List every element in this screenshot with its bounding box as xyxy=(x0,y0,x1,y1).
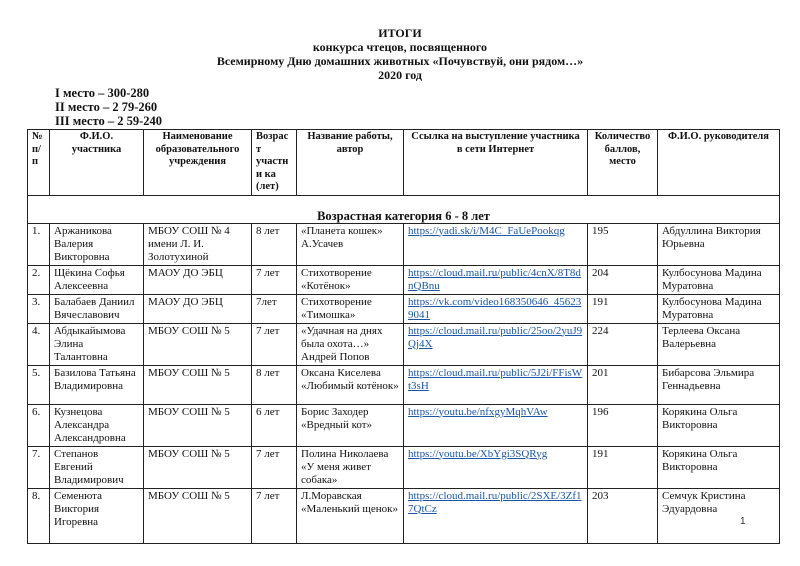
document-subtitle-line2: Всемирному Дню домашних животных «Почувствуй, они рядом…» xyxy=(216,54,584,68)
cell-age: 8 лет xyxy=(252,365,297,404)
cell-work: Л.Моравская «Маленький щенок» xyxy=(297,488,404,543)
cell-work: Борис Заходер «Вредный кот» xyxy=(297,404,404,446)
performance-link[interactable]: https://cloud.mail.ru/public/5J2i/FFisWt3sH xyxy=(408,366,583,392)
header-work: Название работы, автор xyxy=(297,130,404,196)
cell-school: МБОУ СОШ № 4 имени Л. И. Золотухиной xyxy=(144,223,252,265)
cell-age: 7 лет xyxy=(252,265,297,294)
cell-school: МБОУ СОШ № 5 xyxy=(144,323,252,365)
performance-link[interactable]: https://cloud.mail.ru/public/2SXE/3Zf17QtCz xyxy=(408,489,582,515)
cell-work: Полина Николаева «У меня живет собака» xyxy=(297,446,404,488)
performance-link[interactable]: https://youtu.be/XbYgi3SQRyg xyxy=(408,447,548,460)
table-header-row xyxy=(28,130,780,196)
cell-score: 201 xyxy=(588,365,658,404)
page-number: 1 xyxy=(740,516,746,527)
document-title: ИТОГИ xyxy=(378,26,422,40)
cell-num: 1. xyxy=(28,223,50,265)
cell-age: 7 лет xyxy=(252,323,297,365)
document-header xyxy=(0,26,800,82)
cell-score: 203 xyxy=(588,488,658,543)
cell-link xyxy=(404,223,588,265)
cell-school: МБОУ СОШ № 5 xyxy=(144,365,252,404)
performance-link[interactable]: https://yadi.sk/i/M4C_FaUePookqg xyxy=(408,224,565,237)
results-table xyxy=(27,129,780,544)
performance-link[interactable]: https://youtu.be/nfxgyMqhVAw xyxy=(408,405,548,418)
table-row xyxy=(28,294,780,323)
performance-link[interactable]: https://vk.com/video168350646_456239041 xyxy=(408,295,582,321)
table-row xyxy=(28,446,780,488)
cell-work: «Удачная на днях была охота…» Андрей Попов xyxy=(297,323,404,365)
cell-supervisor: Абдуллина Виктория Юрьевна xyxy=(658,223,780,265)
header-name: Ф.И.О. участника xyxy=(50,130,144,196)
cell-score: 204 xyxy=(588,265,658,294)
cell-age: 7лет xyxy=(252,294,297,323)
cell-work: Стихотворение «Котёнок» xyxy=(297,265,404,294)
cell-num: 2. xyxy=(28,265,50,294)
cell-work: Стихотворение «Тимошка» xyxy=(297,294,404,323)
place-1-range: I место – 300-280 xyxy=(55,86,150,100)
cell-name: Степанов Евгений Владимирович xyxy=(50,446,144,488)
header-num: № п/ п xyxy=(28,130,50,196)
cell-link xyxy=(404,446,588,488)
cell-num: 5. xyxy=(28,365,50,404)
cell-school: МБОУ СОШ № 5 xyxy=(144,488,252,543)
cell-link xyxy=(404,404,588,446)
cell-supervisor: Бибарсова Эльмира Геннадьевна xyxy=(658,365,780,404)
cell-name: Балабаев Даниил Вячеславович xyxy=(50,294,144,323)
cell-supervisor: Корякина Ольга Викторовна xyxy=(658,446,780,488)
cell-age: 7 лет xyxy=(252,446,297,488)
header-age: Возраст участни ка (лет) xyxy=(252,130,297,196)
cell-score: 191 xyxy=(588,294,658,323)
document-year: 2020 год xyxy=(378,68,422,82)
table-row xyxy=(28,404,780,446)
cell-num: 6. xyxy=(28,404,50,446)
cell-score: 195 xyxy=(588,223,658,265)
cell-link xyxy=(404,488,588,543)
cell-age: 6 лет xyxy=(252,404,297,446)
cell-score: 196 xyxy=(588,404,658,446)
cell-name: Аржаникова Валерия Викторовна xyxy=(50,223,144,265)
cell-school: МАОУ ДО ЭБЦ xyxy=(144,294,252,323)
cell-link xyxy=(404,294,588,323)
cell-num: 8. xyxy=(28,488,50,543)
performance-link[interactable]: https://cloud.mail.ru/public/4cnX/8T8dnQBnu xyxy=(408,266,581,292)
cell-link xyxy=(404,365,588,404)
places-score-ranges xyxy=(55,86,162,128)
cell-name: Кузнецова Александра Александровна xyxy=(50,404,144,446)
cell-score: 224 xyxy=(588,323,658,365)
cell-name: Абдыкайымова Элина Талантовна xyxy=(50,323,144,365)
category-row xyxy=(28,195,780,223)
header-link: Ссылка на выступление участника в сети Интернет xyxy=(404,130,588,196)
cell-name: Щёкина Софья Алексеевна xyxy=(50,265,144,294)
cell-supervisor: Терлеева Оксана Валерьевна xyxy=(658,323,780,365)
cell-num: 7. xyxy=(28,446,50,488)
cell-age: 8 лет xyxy=(252,223,297,265)
header-supervisor: Ф.И.О. руководителя xyxy=(658,130,780,196)
cell-supervisor: Корякина Ольга Викторовна xyxy=(658,404,780,446)
cell-name: Базилова Татьяна Владимировна xyxy=(50,365,144,404)
table-row xyxy=(28,365,780,404)
header-score: Количество баллов, место xyxy=(588,130,658,196)
place-3-range: III место – 2 59-240 xyxy=(55,114,162,128)
cell-name: Семенюта Виктория Игоревна xyxy=(50,488,144,543)
cell-school: МБОУ СОШ № 5 xyxy=(144,404,252,446)
cell-supervisor: Кулбосунова Мадина Муратовна xyxy=(658,265,780,294)
cell-score: 191 xyxy=(588,446,658,488)
cell-school: МАОУ ДО ЭБЦ xyxy=(144,265,252,294)
table-row xyxy=(28,223,780,265)
cell-supervisor: Кулбосунова Мадина Муратовна xyxy=(658,294,780,323)
header-school: Наименование образовательного учреждения xyxy=(144,130,252,196)
table-row xyxy=(28,323,780,365)
cell-school: МБОУ СОШ № 5 xyxy=(144,446,252,488)
cell-link xyxy=(404,265,588,294)
table-row xyxy=(28,265,780,294)
place-2-range: II место – 2 79-260 xyxy=(55,100,158,114)
cell-num: 4. xyxy=(28,323,50,365)
age-category-label: Возрастная категория 6 - 8 лет xyxy=(28,195,780,223)
cell-work: «Планета кошек» А.Усачев xyxy=(297,223,404,265)
cell-link xyxy=(404,323,588,365)
cell-num: 3. xyxy=(28,294,50,323)
cell-work: Оксана Киселева «Любимый котёнок» xyxy=(297,365,404,404)
document-subtitle-line1: конкурса чтецов, посвященного xyxy=(312,40,488,54)
table-row xyxy=(28,488,780,543)
cell-age: 7 лет xyxy=(252,488,297,543)
cell-supervisor: Семчук Кристина Эдуардовна xyxy=(658,488,780,543)
performance-link[interactable]: https://cloud.mail.ru/public/25oo/2yuJ9Qj4X xyxy=(408,324,583,350)
